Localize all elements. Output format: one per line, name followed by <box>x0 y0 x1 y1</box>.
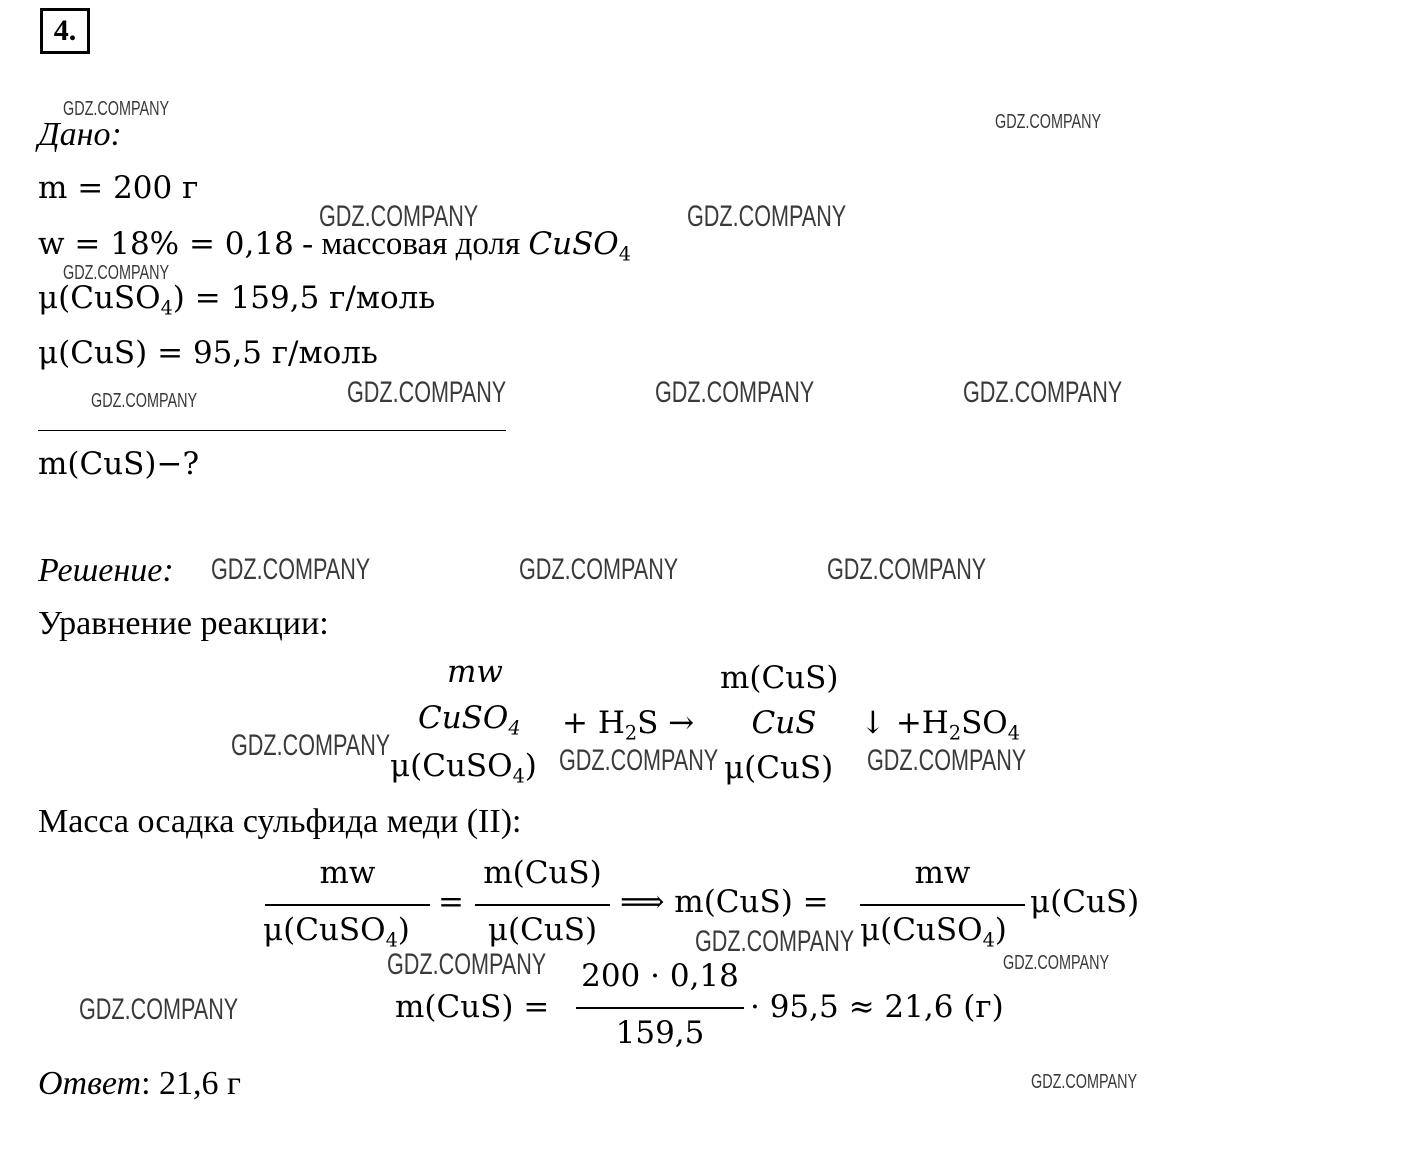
watermark: GDZ.COMPANY <box>695 925 855 958</box>
watermark: GDZ.COMPANY <box>211 553 371 586</box>
watermark: GDZ.COMPANY <box>63 262 170 284</box>
fraction3-den-close: ) <box>994 912 1007 948</box>
fraction1-bar <box>265 904 430 906</box>
given-mass: m = 200 г <box>38 170 199 206</box>
fraction1-den-open: μ(CuSO <box>263 912 386 948</box>
fraction1-denominator <box>263 912 410 952</box>
problem-number: 4. <box>40 8 90 54</box>
answer-label: Ответ <box>38 1065 142 1102</box>
fraction1-numerator: mw <box>319 855 376 891</box>
eq-plus-h2s-b: S → <box>637 705 695 741</box>
eq-plus-h2s <box>562 705 695 745</box>
calc-result: · 95,5 ≈ 21,6 (г) <box>750 989 1004 1025</box>
watermark: GDZ.COMPANY <box>347 376 507 409</box>
equation-title: Уравнение реакции: <box>38 605 329 642</box>
fraction2-numerator: m(CuS) <box>483 855 602 891</box>
eq-cus: CuS <box>751 705 817 741</box>
subscript: 4 <box>1007 721 1020 745</box>
eq-top-right: m(CuS) <box>720 660 839 696</box>
watermark: GDZ.COMPANY <box>1031 1071 1138 1093</box>
subscript: 4 <box>385 928 398 952</box>
watermark: GDZ.COMPANY <box>559 744 719 777</box>
subscript: 4 <box>982 928 995 952</box>
fraction1-den-close: ) <box>397 912 410 948</box>
watermark: GDZ.COMPANY <box>319 200 479 233</box>
mass-fraction-substance: CuSO <box>528 226 619 262</box>
solution-heading: Решение: <box>38 552 174 589</box>
answer-value: : 21,6 г <box>141 1065 241 1102</box>
given-heading: Дано: <box>38 116 122 153</box>
molar-mass-cuso4-rhs: ) = 159,5 г/моль <box>172 280 436 316</box>
watermark: GDZ.COMPANY <box>79 993 239 1026</box>
eq-tail <box>860 705 1020 745</box>
equals-sign: = <box>438 884 464 920</box>
eq-cuso4-text: CuSO <box>418 700 509 736</box>
watermark: GDZ.COMPANY <box>91 390 198 412</box>
eq-cuso4 <box>418 700 521 740</box>
eq-bottom-right: μ(CuS) <box>724 750 834 786</box>
eq-top-left: mw <box>447 654 503 690</box>
fraction3-tail: μ(CuS) <box>1030 884 1140 920</box>
watermark: GDZ.COMPANY <box>963 376 1123 409</box>
watermark: GDZ.COMPANY <box>1003 952 1110 974</box>
fraction2-bar <box>475 904 610 906</box>
subscript: 2 <box>948 721 962 745</box>
watermark: GDZ.COMPANY <box>687 200 847 233</box>
subscript: 4 <box>508 716 521 740</box>
eq-bottom-left <box>390 748 537 788</box>
answer <box>38 1065 241 1103</box>
calc-denominator: 159,5 <box>615 1015 705 1051</box>
subscript: 2 <box>624 721 638 745</box>
implies-expression: ⟹ m(CuS) = <box>620 884 829 920</box>
watermark: GDZ.COMPANY <box>827 553 987 586</box>
calc-numerator: 200 · 0,18 <box>581 958 739 994</box>
mass-fraction-formula: w = 18% = 0,18 <box>38 226 294 262</box>
fraction3-numerator: mw <box>914 855 971 891</box>
eq-tail-a: ↓ +H <box>860 705 949 741</box>
watermark: GDZ.COMPANY <box>63 98 170 120</box>
watermark: GDZ.COMPANY <box>231 729 391 762</box>
subscript: 4 <box>512 764 525 788</box>
fraction3-bar <box>860 904 1025 906</box>
mass-title: Масса осадка сульфида меди (II): <box>38 803 522 840</box>
fraction2-denominator: μ(CuS) <box>487 912 598 948</box>
find-quantity: m(CuS)−? <box>38 446 200 482</box>
given-mass-fraction <box>38 226 631 266</box>
calc-fraction-bar <box>576 1007 744 1009</box>
given-divider <box>38 430 506 431</box>
eq-tail-b: SO <box>961 705 1008 741</box>
eq-plus-h2s-a: + H <box>562 705 625 741</box>
subscript: 4 <box>160 296 173 320</box>
watermark: GDZ.COMPANY <box>867 744 1027 777</box>
eq-bottom-left-open: μ(CuSO <box>390 748 513 784</box>
watermark: GDZ.COMPANY <box>387 948 547 981</box>
fraction3-denominator <box>860 912 1007 952</box>
molar-mass-cuso4-lhs: μ(CuSO <box>38 280 161 316</box>
given-molar-mass-cuso4 <box>38 280 436 320</box>
subscript: 4 <box>618 242 631 266</box>
watermark: GDZ.COMPANY <box>655 376 815 409</box>
watermark: GDZ.COMPANY <box>519 553 679 586</box>
eq-bottom-left-close: ) <box>524 748 537 784</box>
calc-lhs: m(CuS) = <box>395 989 550 1025</box>
mass-fraction-description: - массовая доля <box>293 226 529 262</box>
given-molar-mass-cus: μ(CuS) = 95,5 г/моль <box>38 335 378 371</box>
fraction3-den-open: μ(CuSO <box>860 912 983 948</box>
watermark: GDZ.COMPANY <box>995 111 1102 133</box>
